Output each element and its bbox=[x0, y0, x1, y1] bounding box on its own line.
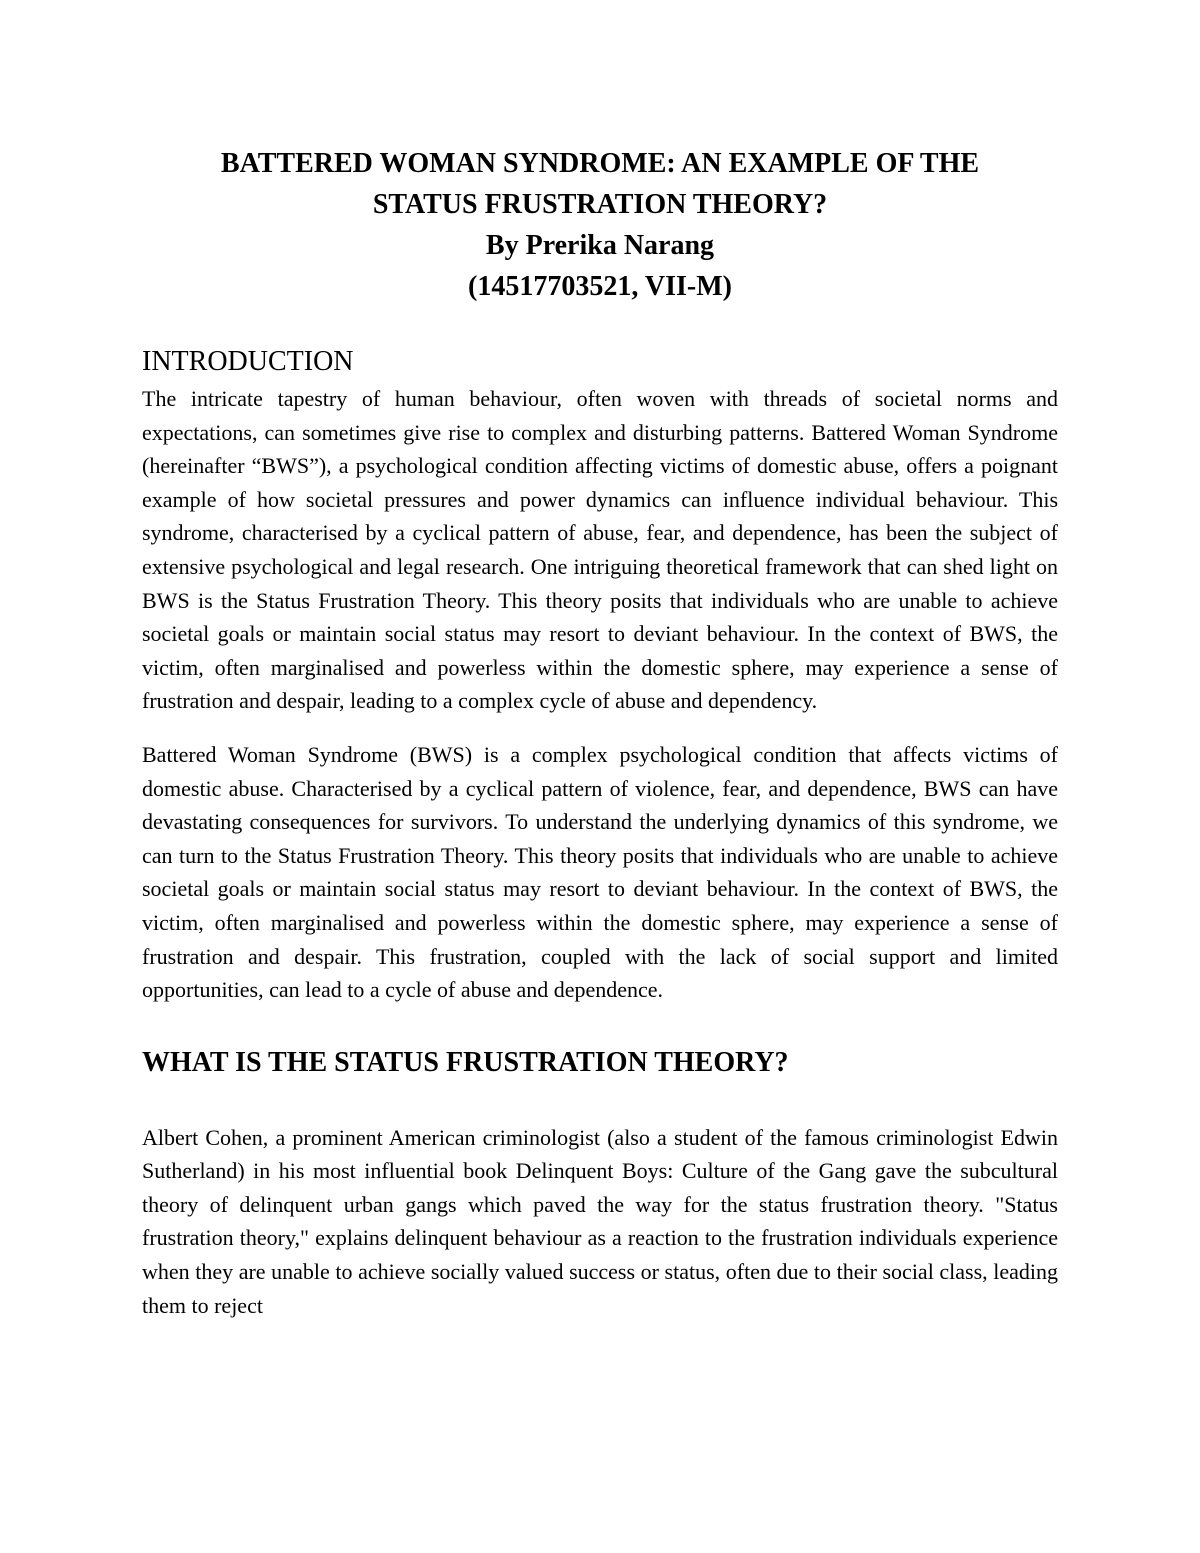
student-id-line: (14517703521, VII-M) bbox=[468, 271, 732, 302]
document-body bbox=[142, 342, 1058, 1322]
theory-paragraph-1: Albert Cohen, a prominent American criminologist (also a student of the famous criminologist Edwin Sutherland) in his most influential book Delinquent Boys: Culture of the Gang gave the subcultural theory of delinquent urban gangs which paved the way for the status frustration theory. "Status frustration theory," explains delinquent behaviour as a reaction to the frustration individuals experience when they are unable to achieve socially valued success or status, often due to their social class, leading them to reject bbox=[142, 1124, 1058, 1318]
title-block bbox=[142, 143, 1058, 307]
author-line: By Prerika Narang bbox=[485, 230, 715, 261]
introduction-heading: INTRODUCTION bbox=[142, 346, 354, 377]
introduction-paragraph-2: Battered Woman Syndrome (BWS) is a complex psychological condition that affects victims of domestic abuse. Characterised by a cyclical pattern of violence, fear, and dependence, BWS can have devastating consequences for survivors. To understand the underlying dynamics of this syndrome, we can turn to the Status Frustration Theory. This theory posits that individuals who are unable to achieve societal goals or maintain social status may resort to deviant behaviour. In the context of BWS, the victim, often marginalised and powerless within the domestic sphere, may experience a sense of frustration and despair. This frustration, coupled with the lack of social support and limited opportunities, can lead to a cycle of abuse and dependence. bbox=[142, 741, 1058, 1003]
introduction-paragraph-1: The intricate tapestry of human behaviour, often woven with threads of societal norms and expectations, can sometimes give rise to complex and disturbing patterns. Battered Woman Syndrome (hereinafter “BWS”), a psychological condition affecting victims of domestic abuse, offers a poignant example of how societal pressures and power dynamics can influence individual behaviour. This syndrome, characterised by a cyclical pattern of abuse, fear, and dependence, has been the subject of extensive psychological and legal research. One intriguing theoretical framework that can shed light on BWS is the Status Frustration Theory. This theory posits that individuals who are unable to achieve societal goals or maintain social status may resort to deviant behaviour. In the context of BWS, the victim, often marginalised and powerless within the domestic sphere, may experience a sense of frustration and despair, leading to a complex cycle of abuse and dependency. bbox=[142, 386, 1058, 714]
theory-heading: WHAT IS THE STATUS FRUSTRATION THEORY? bbox=[142, 1046, 789, 1078]
title-line-2: STATUS FRUSTRATION THEORY? bbox=[372, 189, 828, 220]
title-line-1: BATTERED WOMAN SYNDROME: AN EXAMPLE OF THE bbox=[220, 148, 980, 179]
